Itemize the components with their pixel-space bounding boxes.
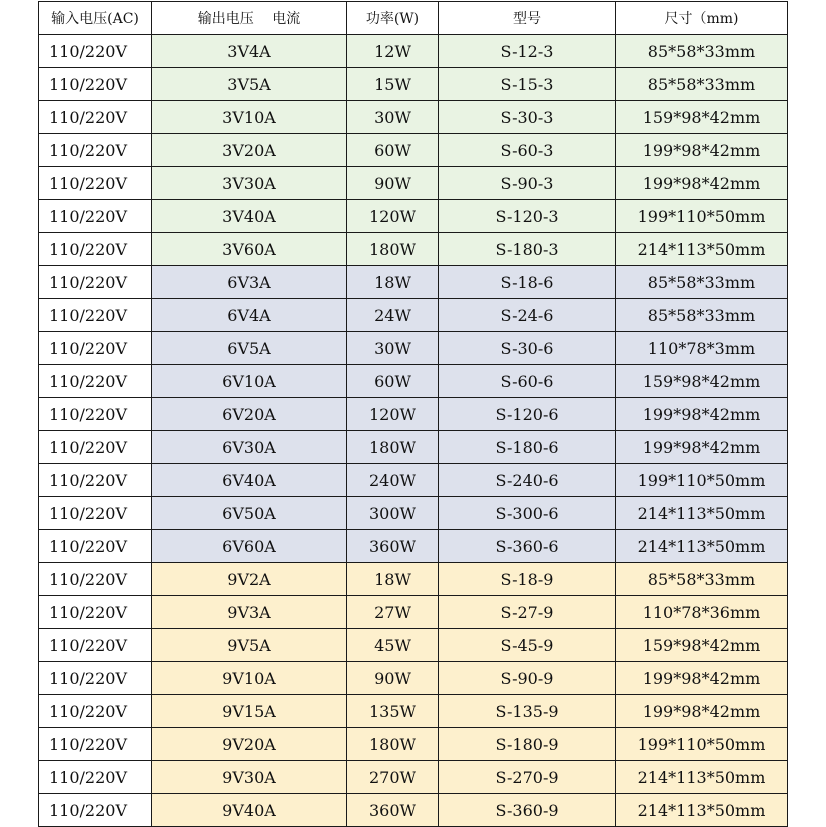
cell-input-voltage: 110/220V bbox=[39, 728, 152, 761]
cell-power: 180W bbox=[347, 233, 439, 266]
cell-model: S-60-6 bbox=[439, 365, 616, 398]
cell-input-voltage: 110/220V bbox=[39, 398, 152, 431]
table-row bbox=[39, 365, 788, 398]
cell-size: 85*58*33mm bbox=[616, 68, 788, 101]
cell-power: 30W bbox=[347, 332, 439, 365]
cell-input-voltage: 110/220V bbox=[39, 629, 152, 662]
cell-output: 3V10A bbox=[152, 101, 347, 134]
cell-model: S-180-9 bbox=[439, 728, 616, 761]
table-row bbox=[39, 233, 788, 266]
cell-model: S-300-6 bbox=[439, 497, 616, 530]
cell-power: 135W bbox=[347, 695, 439, 728]
cell-power: 240W bbox=[347, 464, 439, 497]
cell-output: 6V30A bbox=[152, 431, 347, 464]
cell-size: 110*78*36mm bbox=[616, 596, 788, 629]
cell-power: 120W bbox=[347, 398, 439, 431]
cell-model: S-45-9 bbox=[439, 629, 616, 662]
cell-input-voltage: 110/220V bbox=[39, 497, 152, 530]
cell-size: 214*113*50mm bbox=[616, 233, 788, 266]
cell-output: 9V20A bbox=[152, 728, 347, 761]
cell-power: 27W bbox=[347, 596, 439, 629]
cell-size: 85*58*33mm bbox=[616, 35, 788, 68]
cell-power: 15W bbox=[347, 68, 439, 101]
cell-input-voltage: 110/220V bbox=[39, 431, 152, 464]
cell-output: 9V5A bbox=[152, 629, 347, 662]
table-row bbox=[39, 563, 788, 596]
cell-size: 214*113*50mm bbox=[616, 761, 788, 794]
cell-output: 9V2A bbox=[152, 563, 347, 596]
cell-output: 3V30A bbox=[152, 167, 347, 200]
cell-input-voltage: 110/220V bbox=[39, 200, 152, 233]
cell-output: 3V40A bbox=[152, 200, 347, 233]
table-row bbox=[39, 266, 788, 299]
cell-size: 199*110*50mm bbox=[616, 200, 788, 233]
cell-size: 214*113*50mm bbox=[616, 794, 788, 827]
table-row bbox=[39, 332, 788, 365]
cell-output: 6V20A bbox=[152, 398, 347, 431]
cell-size: 199*98*42mm bbox=[616, 662, 788, 695]
cell-power: 360W bbox=[347, 794, 439, 827]
cell-model: S-30-6 bbox=[439, 332, 616, 365]
header-input-voltage: 输入电压(AC) bbox=[39, 2, 152, 35]
cell-input-voltage: 110/220V bbox=[39, 695, 152, 728]
cell-model: S-360-9 bbox=[439, 794, 616, 827]
cell-output: 3V20A bbox=[152, 134, 347, 167]
cell-size: 199*98*42mm bbox=[616, 167, 788, 200]
cell-size: 214*113*50mm bbox=[616, 530, 788, 563]
cell-model: S-18-9 bbox=[439, 563, 616, 596]
cell-output: 9V10A bbox=[152, 662, 347, 695]
cell-output: 6V50A bbox=[152, 497, 347, 530]
cell-model: S-270-9 bbox=[439, 761, 616, 794]
cell-output: 9V40A bbox=[152, 794, 347, 827]
cell-output: 3V5A bbox=[152, 68, 347, 101]
table-row bbox=[39, 629, 788, 662]
header-size: 尺寸（mm) bbox=[616, 2, 788, 35]
cell-input-voltage: 110/220V bbox=[39, 794, 152, 827]
cell-power: 120W bbox=[347, 200, 439, 233]
header-output-voltage-current: 输出电压 电流 bbox=[152, 2, 347, 35]
cell-power: 24W bbox=[347, 299, 439, 332]
cell-input-voltage: 110/220V bbox=[39, 596, 152, 629]
cell-model: S-360-6 bbox=[439, 530, 616, 563]
cell-power: 45W bbox=[347, 629, 439, 662]
cell-model: S-90-3 bbox=[439, 167, 616, 200]
cell-input-voltage: 110/220V bbox=[39, 266, 152, 299]
cell-output: 6V5A bbox=[152, 332, 347, 365]
cell-input-voltage: 110/220V bbox=[39, 530, 152, 563]
cell-power: 30W bbox=[347, 101, 439, 134]
table-row bbox=[39, 167, 788, 200]
header-model: 型号 bbox=[439, 2, 616, 35]
cell-output: 6V3A bbox=[152, 266, 347, 299]
table-body bbox=[39, 35, 788, 827]
header-power: 功率(W) bbox=[347, 2, 439, 35]
table-row bbox=[39, 35, 788, 68]
cell-model: S-120-6 bbox=[439, 398, 616, 431]
table-row bbox=[39, 497, 788, 530]
cell-output: 9V15A bbox=[152, 695, 347, 728]
cell-output: 6V40A bbox=[152, 464, 347, 497]
table-row bbox=[39, 464, 788, 497]
cell-size: 199*110*50mm bbox=[616, 728, 788, 761]
cell-power: 60W bbox=[347, 365, 439, 398]
cell-output: 9V3A bbox=[152, 596, 347, 629]
cell-power: 300W bbox=[347, 497, 439, 530]
cell-input-voltage: 110/220V bbox=[39, 332, 152, 365]
cell-size: 110*78*3mm bbox=[616, 332, 788, 365]
cell-size: 199*98*42mm bbox=[616, 134, 788, 167]
cell-input-voltage: 110/220V bbox=[39, 233, 152, 266]
cell-output: 6V60A bbox=[152, 530, 347, 563]
cell-model: S-15-3 bbox=[439, 68, 616, 101]
cell-input-voltage: 110/220V bbox=[39, 134, 152, 167]
table-row bbox=[39, 761, 788, 794]
table-row bbox=[39, 299, 788, 332]
cell-power: 60W bbox=[347, 134, 439, 167]
cell-power: 180W bbox=[347, 728, 439, 761]
cell-model: S-27-9 bbox=[439, 596, 616, 629]
cell-model: S-18-6 bbox=[439, 266, 616, 299]
cell-size: 199*110*50mm bbox=[616, 464, 788, 497]
cell-size: 199*98*42mm bbox=[616, 431, 788, 464]
cell-power: 360W bbox=[347, 530, 439, 563]
cell-model: S-90-9 bbox=[439, 662, 616, 695]
cell-model: S-60-3 bbox=[439, 134, 616, 167]
cell-model: S-24-6 bbox=[439, 299, 616, 332]
cell-input-voltage: 110/220V bbox=[39, 563, 152, 596]
table-row bbox=[39, 200, 788, 233]
cell-size: 199*98*42mm bbox=[616, 398, 788, 431]
table-row bbox=[39, 728, 788, 761]
table-row bbox=[39, 68, 788, 101]
cell-model: S-180-3 bbox=[439, 233, 616, 266]
cell-power: 180W bbox=[347, 431, 439, 464]
table-row bbox=[39, 662, 788, 695]
cell-model: S-30-3 bbox=[439, 101, 616, 134]
cell-model: S-12-3 bbox=[439, 35, 616, 68]
cell-output: 6V4A bbox=[152, 299, 347, 332]
cell-size: 85*58*33mm bbox=[616, 299, 788, 332]
cell-input-voltage: 110/220V bbox=[39, 68, 152, 101]
table-row bbox=[39, 794, 788, 827]
cell-power: 90W bbox=[347, 167, 439, 200]
cell-size: 199*98*42mm bbox=[616, 695, 788, 728]
cell-model: S-135-9 bbox=[439, 695, 616, 728]
table-row bbox=[39, 431, 788, 464]
cell-power: 18W bbox=[347, 266, 439, 299]
cell-input-voltage: 110/220V bbox=[39, 299, 152, 332]
cell-input-voltage: 110/220V bbox=[39, 35, 152, 68]
cell-input-voltage: 110/220V bbox=[39, 464, 152, 497]
table-row bbox=[39, 398, 788, 431]
cell-output: 6V10A bbox=[152, 365, 347, 398]
table-row bbox=[39, 101, 788, 134]
cell-power: 270W bbox=[347, 761, 439, 794]
cell-size: 85*58*33mm bbox=[616, 563, 788, 596]
cell-power: 18W bbox=[347, 563, 439, 596]
cell-output: 3V60A bbox=[152, 233, 347, 266]
cell-input-voltage: 110/220V bbox=[39, 365, 152, 398]
power-supply-spec-table bbox=[38, 1, 788, 827]
table-row bbox=[39, 695, 788, 728]
cell-input-voltage: 110/220V bbox=[39, 167, 152, 200]
cell-size: 85*58*33mm bbox=[616, 266, 788, 299]
cell-input-voltage: 110/220V bbox=[39, 662, 152, 695]
header-row bbox=[39, 2, 788, 35]
cell-model: S-240-6 bbox=[439, 464, 616, 497]
cell-size: 159*98*42mm bbox=[616, 629, 788, 662]
cell-size: 214*113*50mm bbox=[616, 497, 788, 530]
cell-power: 12W bbox=[347, 35, 439, 68]
cell-output: 3V4A bbox=[152, 35, 347, 68]
table-row bbox=[39, 596, 788, 629]
cell-input-voltage: 110/220V bbox=[39, 101, 152, 134]
cell-input-voltage: 110/220V bbox=[39, 761, 152, 794]
cell-output: 9V30A bbox=[152, 761, 347, 794]
cell-model: S-120-3 bbox=[439, 200, 616, 233]
cell-size: 159*98*42mm bbox=[616, 101, 788, 134]
cell-power: 90W bbox=[347, 662, 439, 695]
cell-size: 159*98*42mm bbox=[616, 365, 788, 398]
cell-model: S-180-6 bbox=[439, 431, 616, 464]
table-row bbox=[39, 530, 788, 563]
table-row bbox=[39, 134, 788, 167]
